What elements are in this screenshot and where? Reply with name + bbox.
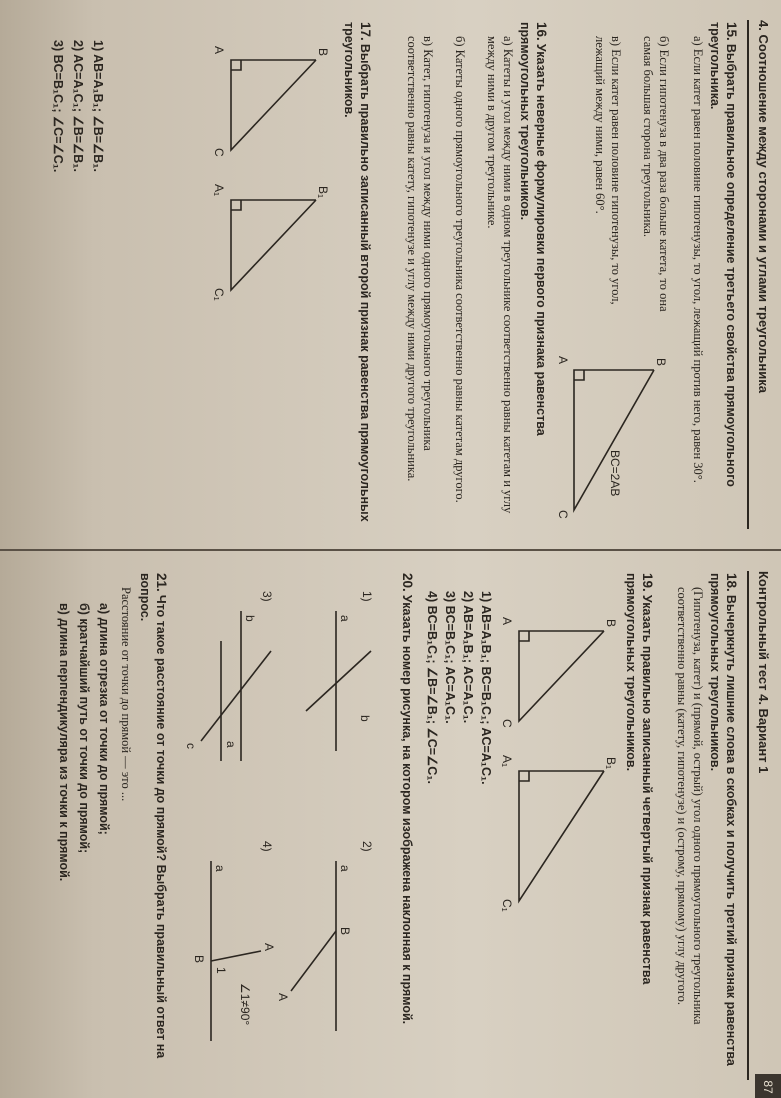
fig4-label-a: a xyxy=(213,865,227,872)
fig3-label-c: c xyxy=(184,743,198,749)
figure-3-label: 3) xyxy=(260,591,274,602)
fig4-segment xyxy=(211,951,261,961)
right-angle-mark xyxy=(231,60,241,70)
fig3-line-c xyxy=(201,651,271,741)
task-19-option-4: 4) BC=B₁C₁; ∠B=∠B₁; ∠C=∠C₁. xyxy=(425,591,439,784)
vertex-label-b1: B₁ xyxy=(604,757,618,770)
task-20-number: 20. xyxy=(400,573,415,592)
vertex-label-a: A xyxy=(500,617,514,626)
task-15-option-c: в) Если катет равен половине гипотенузы, то угол, лежащий между ними, равен 60°. xyxy=(593,36,623,305)
vertex-label-b: B xyxy=(654,358,668,367)
vertex-label-c: C xyxy=(500,719,514,728)
task-21-lead: Расстояние от точки до прямой — это ... xyxy=(119,587,133,802)
task-17-option-2: 2) AC=A₁C₁; ∠B=∠B₁. xyxy=(71,40,85,172)
fig1-line-b xyxy=(306,651,371,711)
task-21-option-c: в) длина перпендикуляра из точки к прямой. xyxy=(57,603,71,882)
figure-2-label: 2) xyxy=(360,841,374,852)
task-20-question: Указать номер рисунка, на котором изображена наклонная к прямой. xyxy=(400,594,414,1025)
triangle-abc xyxy=(519,631,604,721)
fig2-label-point-a: A xyxy=(276,993,290,1002)
fig2-segment xyxy=(291,931,336,991)
task-17 xyxy=(341,22,373,522)
vertex-label-c1: C₁ xyxy=(212,288,226,301)
task-16 xyxy=(517,22,549,522)
figure-4-label: 4) xyxy=(260,841,274,852)
task-15-question: Выбрать правильное определение третьего свойства прямоугольного треугольника. xyxy=(708,22,738,487)
fig2-label-b: B xyxy=(338,927,352,936)
fig3-label-a: a xyxy=(224,741,238,748)
fig4-label-b: B xyxy=(192,955,206,964)
fig4-label-point-a: A xyxy=(262,943,276,952)
task-21 xyxy=(137,573,169,1073)
task-16-option-b: б) Катеты одного прямоугольного треугольника соответственно равны катетам другого. xyxy=(453,36,467,503)
task-16-option-a: а) Катеты и угол между ними в одном треугольнике соответственно равны катетам и углу между ними в другом треугольнике. xyxy=(485,36,515,514)
task-16-question: Указать неверные формулировки первого признака равенства прямоугольных треугольников. xyxy=(518,22,548,436)
vertex-label-a: A xyxy=(212,46,226,55)
task-21-question: Что такое расстояние от точки до прямой? Выбрать правильный ответ на вопрос. xyxy=(138,573,168,1059)
fig3-label-b: b xyxy=(243,615,257,622)
task-20 xyxy=(399,573,416,1073)
task-19-option-1: 1) AB=A₁B₁; BC=B₁C₁; AC=A₁C₁. xyxy=(479,591,493,785)
vertex-label-a: A xyxy=(556,356,570,365)
triangle-a1b1c1 xyxy=(231,200,316,290)
task-18-question: Вычеркнуть лишние слова в скобках и получить третий признак равенства прямоугольных треугольников. xyxy=(708,573,738,1066)
task-21-option-a: а) длина отрезка от точки до прямой; xyxy=(97,603,111,835)
task-21-number: 21. xyxy=(154,573,169,592)
right-angle-mark-1 xyxy=(231,200,241,210)
right-angle-mark xyxy=(519,631,529,641)
fig4-angle-label: 1 xyxy=(214,967,228,974)
fig1-label-b: b xyxy=(358,715,372,722)
vertex-label-a1: A₁ xyxy=(500,755,514,768)
vertex-label-c: C xyxy=(556,510,570,519)
vertex-label-b: B xyxy=(604,619,618,628)
relation-label: BC=2AB xyxy=(608,450,622,497)
triangle-abc xyxy=(231,60,316,150)
right-angle-mark-1 xyxy=(519,771,529,781)
task-16-option-c: в) Катет, гипотенуза и угол между ними одного прямоугольного треугольника соответственно равны катету, гипотенузе и углу между ними другого треугольника. xyxy=(405,36,435,482)
task-15-option-b: б) Если гипотенуза в два раза больше катета, то она самая большая сторона треугольника. xyxy=(641,36,671,312)
vertex-label-b1: B₁ xyxy=(316,186,330,199)
task-19-triangles-figure xyxy=(499,591,619,1071)
task-21-option-b: б) кратчайший путь от точки до прямой; xyxy=(77,603,91,854)
task-19 xyxy=(623,573,655,1073)
fig4-angle-note: ∠1≠90° xyxy=(238,983,252,1026)
task-20-figures xyxy=(181,591,381,1071)
vertex-label-a1: A₁ xyxy=(212,184,226,197)
task-19-option-3: 3) BC=B₁C₁; AC=A₁C₁. xyxy=(443,591,457,724)
vertex-label-b: B xyxy=(316,48,330,57)
right-page xyxy=(0,549,781,1098)
left-page-header: 4. Соотношение между сторонами и углами треугольника xyxy=(747,20,777,529)
task-19-number: 19. xyxy=(640,573,655,592)
task-15-option-a: а) Если катет равен половине гипотенузы, то угол, лежащий против него, равен 30°. xyxy=(691,36,705,483)
task-15 xyxy=(707,22,739,522)
task-18-number: 18. xyxy=(724,573,739,592)
task-17-option-3: 3) BC=B₁C₁; ∠C=∠C₁. xyxy=(51,40,65,173)
fig1-label-a: a xyxy=(338,615,352,622)
task-16-number: 16. xyxy=(534,22,549,41)
page-number: 87 xyxy=(755,1074,781,1098)
vertex-label-c1: C₁ xyxy=(500,899,514,912)
task-17-number: 17. xyxy=(358,22,373,41)
task-19-option-2: 2) AB=A₁B₁; AC=A₁C₁. xyxy=(461,591,475,724)
task-17-question: Выбрать правильно записанный второй признак равенства прямоугольных треугольников. xyxy=(342,22,372,522)
triangle-a1b1c1 xyxy=(519,771,604,901)
task-17-triangles-figure xyxy=(211,40,331,520)
fig2-label-a: a xyxy=(338,865,352,872)
right-page-header xyxy=(747,571,777,1080)
task-15-number: 15. xyxy=(724,22,739,41)
task-15-triangle-figure xyxy=(556,350,669,520)
task-18 xyxy=(707,573,739,1073)
task-17-option-1: 1) AB=A₁B₁; ∠B=∠B₁. xyxy=(91,40,105,172)
vertex-label-c: C xyxy=(212,148,226,157)
test-title: Контрольный тест 4. Вариант 1 xyxy=(756,571,771,774)
task-18-text: (Гипотенуза, катет) и (прямой, острый) угол одного прямоугольного треугольника соответственно равны (катету, гипотенузе) и (острому, прямому) углу другого. xyxy=(675,587,705,1025)
right-angle-mark xyxy=(574,370,584,380)
task-19-question: Указать правильно записанный четвертый признак равенства прямоугольных треугольников. xyxy=(624,573,654,985)
figure-1-label: 1) xyxy=(360,591,374,602)
